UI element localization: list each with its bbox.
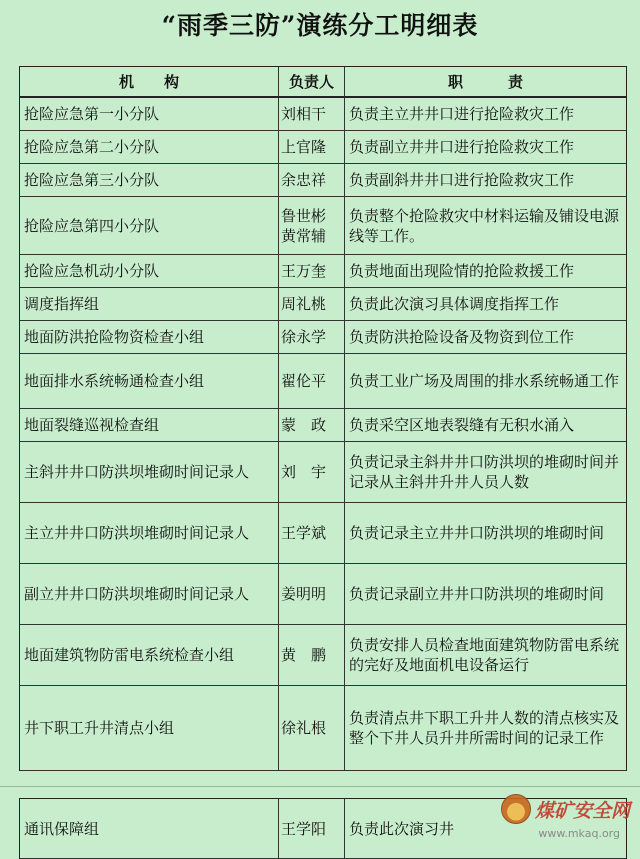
table-row xyxy=(20,98,626,131)
site-watermark xyxy=(501,794,630,824)
duty-cell: 负责整个抢险救灾中材料运输及铺设电源线等工作。 xyxy=(345,197,626,255)
page-title: “雨季三防”演练分工明细表 xyxy=(161,11,479,40)
person-cell: 周礼桃 xyxy=(279,288,345,321)
duty-cell: 负责安排人员检查地面建筑物防雷电系统的完好及地面机电设备运行 xyxy=(345,625,626,686)
table-row xyxy=(20,442,626,503)
table-row xyxy=(20,409,626,442)
duty-cell: 负责记录主立井井口防洪坝的堆砌时间 xyxy=(345,503,626,564)
table-row xyxy=(20,255,626,288)
header-org: 机 构 xyxy=(20,67,279,98)
person-cell: 余忠祥 xyxy=(279,164,345,197)
org-cell: 地面建筑物防雷电系统检查小组 xyxy=(20,625,279,686)
table-row xyxy=(20,197,626,255)
duty-cell: 负责记录副立井井口防洪坝的堆砌时间 xyxy=(345,564,626,625)
org-cell: 井下职工升井清点小组 xyxy=(20,686,279,771)
person-cell: 黄 鹏 xyxy=(279,625,345,686)
watermark-text: 煤矿安全网 xyxy=(534,799,630,822)
person-cell: 王万奎 xyxy=(279,255,345,288)
person-cell: 王学斌 xyxy=(279,503,345,564)
org-cell: 抢险应急第四小分队 xyxy=(20,197,279,255)
org-cell: 抢险应急第一小分队 xyxy=(20,98,279,131)
person-cell: 王学阳 xyxy=(279,799,345,859)
table-row xyxy=(20,564,626,625)
duty-cell: 负责工业广场及周围的排水系统畅通工作 xyxy=(345,354,626,409)
duty-cell: 负责地面出现险情的抢险救援工作 xyxy=(345,255,626,288)
person-cell: 姜明明 xyxy=(279,564,345,625)
person-cell: 刘相干 xyxy=(279,98,345,131)
person-cell: 上官隆 xyxy=(279,131,345,164)
person-cell: 鲁世彬 黄常辅 xyxy=(279,197,345,255)
table-row xyxy=(20,164,626,197)
org-cell: 地面裂缝巡视检查组 xyxy=(20,409,279,442)
duty-cell: 负责此次演习井 xyxy=(345,799,626,859)
org-cell: 抢险应急机动小分队 xyxy=(20,255,279,288)
table-row xyxy=(20,625,626,686)
person-cell: 徐礼根 xyxy=(279,686,345,771)
header-duty: 职 责 xyxy=(345,67,626,98)
duty-cell: 负责副斜井井口进行抢险救灾工作 xyxy=(345,164,626,197)
mine-logo-icon xyxy=(501,794,531,824)
table-row xyxy=(20,354,626,409)
table-header-row xyxy=(20,67,626,98)
org-cell: 地面防洪抢险物资检查小组 xyxy=(20,321,279,354)
duty-cell: 负责采空区地表裂缝有无积水涌入 xyxy=(345,409,626,442)
duty-cell: 负责防洪抢险设备及物资到位工作 xyxy=(345,321,626,354)
header-person: 负责人 xyxy=(279,67,345,98)
org-cell: 抢险应急第三小分队 xyxy=(20,164,279,197)
duty-cell: 负责主立井井口进行抢险救灾工作 xyxy=(345,98,626,131)
org-cell: 通讯保障组 xyxy=(20,799,279,859)
org-cell: 抢险应急第二小分队 xyxy=(20,131,279,164)
person-cell: 徐永学 xyxy=(279,321,345,354)
org-cell: 调度指挥组 xyxy=(20,288,279,321)
table-row xyxy=(20,131,626,164)
duty-cell: 负责记录主斜井井口防洪坝的堆砌时间并记录从主斜井升井人员人数 xyxy=(345,442,626,503)
watermark-url: www.mkaq.org xyxy=(538,827,620,840)
person-cell: 刘 宇 xyxy=(279,442,345,503)
org-cell: 地面排水系统畅通检查小组 xyxy=(20,354,279,409)
assignment-table xyxy=(19,66,627,771)
table-row xyxy=(20,503,626,564)
person-cell: 蒙 政 xyxy=(279,409,345,442)
table-row xyxy=(20,321,626,354)
org-cell: 主立井井口防洪坝堆砌时间记录人 xyxy=(20,503,279,564)
org-cell: 主斜井井口防洪坝堆砌时间记录人 xyxy=(20,442,279,503)
duty-cell: 负责此次演习具体调度指挥工作 xyxy=(345,288,626,321)
table-row xyxy=(20,288,626,321)
duty-cell: 负责副立井井口进行抢险救灾工作 xyxy=(345,131,626,164)
person-cell: 翟伦平 xyxy=(279,354,345,409)
page-divider xyxy=(0,786,640,791)
duty-cell: 负责清点井下职工升井人数的清点核实及整个下井人员升井所需时间的记录工作 xyxy=(345,686,626,771)
org-cell: 副立井井口防洪坝堆砌时间记录人 xyxy=(20,564,279,625)
table-row xyxy=(20,686,626,771)
